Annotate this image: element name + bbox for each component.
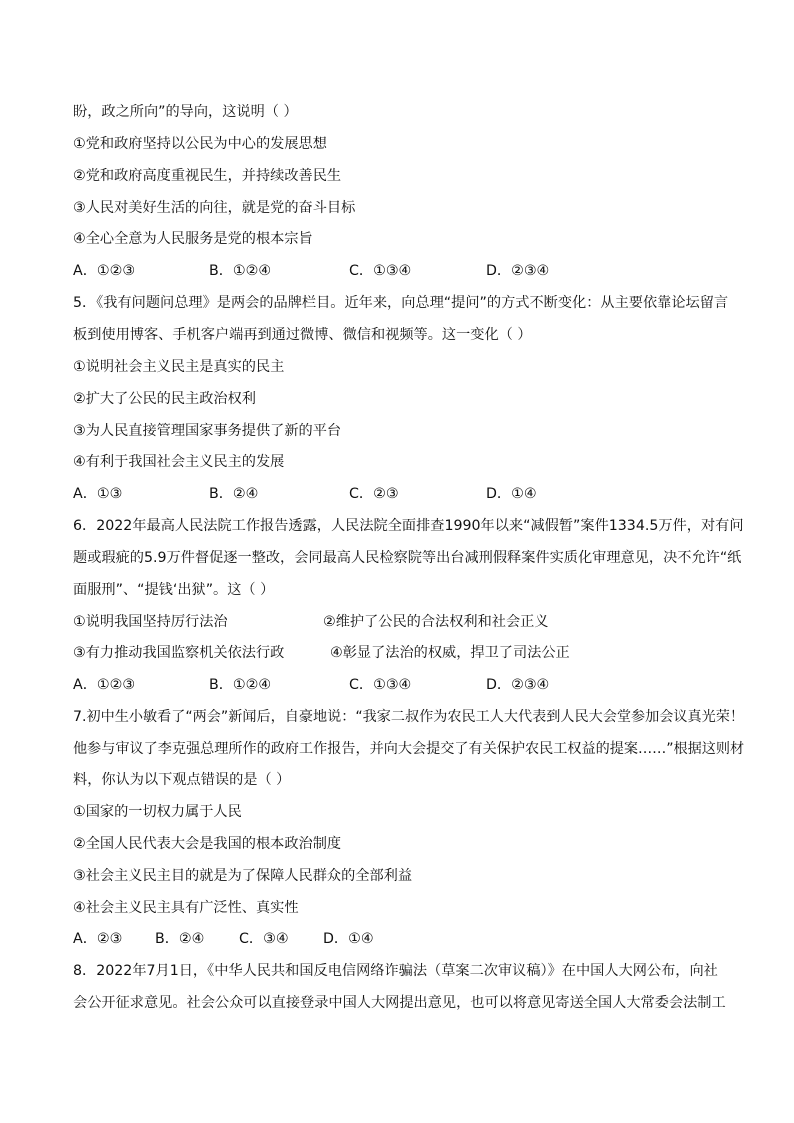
q6-stem-line-2: 题或瑕疵的5.9万件督促逐一整改，会同最高人民检察院等出台减刑假释案件实质化审理意见，决不允许“纸 — [73, 550, 742, 566]
q7-stem-line-3: 料，你认为以下观点错误的是（ ） — [73, 772, 291, 788]
q4-option-c: C．①③④ — [349, 263, 412, 279]
q8-stem-line-2: 会公开征求意见。社会公众可以直接登录中国人大网提出意见，也可以将意见寄送全国人大常委会法制工 — [73, 995, 726, 1011]
q7-item-2: ②全国人民代表大会是我国的根本政治制度 — [73, 836, 342, 852]
q6-option-b: B．①②④ — [209, 677, 272, 693]
q5-item-2: ②扩大了公民的民主政治权利 — [73, 391, 256, 407]
q8-stem-line-1: 8．2022年7月1日，《中华人民共和国反电信网络诈骗法（草案二次审议稿）》在中国人大网公布，向社 — [73, 963, 718, 979]
q5-item-4: ④有利于我国社会主义民主的发展 — [73, 454, 285, 470]
q5-item-1: ①说明社会主义民主是真实的民主 — [73, 359, 285, 375]
q5-option-c: C．②③ — [349, 486, 399, 502]
q7-option-d: D．①④ — [323, 931, 374, 947]
q4-item-3: ③人民对美好生活的向往，就是党的奋斗目标 — [73, 200, 356, 216]
q6-option-d: D．②③④ — [486, 677, 550, 693]
q7-stem-line-2: 他参与审议了李克强总理所作的政府工作报告，并向大会提交了有关保护农民工权益的提案……”根据这则材 — [73, 741, 745, 757]
q7-option-c: C．③④ — [239, 931, 289, 947]
q4-option-d: D．②③④ — [486, 263, 550, 279]
q4-option-a: A．①②③ — [73, 263, 136, 279]
q6-stem-line-1: 6．2022年最高人民法院工作报告透露，人民法院全面排查1990年以来“减假暂”案件1334.5万件，对有问 — [73, 518, 744, 534]
q6-stem-line-3: 面服刑”、“提钱‘出狱”。这（ ） — [73, 582, 275, 598]
q4-stem: 盼，政之所向”的导向，这说明（ ） — [73, 104, 298, 120]
q6-item-3: ③有力推动我国监察机关依法行政 — [73, 645, 285, 661]
q7-option-b: B．②④ — [155, 931, 205, 947]
q4-item-2: ②党和政府高度重视民生，并持续改善民生 — [73, 168, 342, 184]
q7-item-3: ③社会主义民主目的就是为了保障人民群众的全部利益 — [73, 868, 413, 884]
q6-item-4: ④彰显了法治的权威，捍卫了司法公正 — [330, 645, 570, 661]
q6-item-1: ①说明我国坚持厉行法治 — [73, 614, 228, 630]
q5-option-b: B．②④ — [209, 486, 259, 502]
q5-stem-line-1: 5．《我有问题问总理》是两会的品牌栏目。近年来，向总理“提问”的方式不断变化：从主要依靠论坛留言 — [73, 295, 729, 311]
q4-option-b: B．①②④ — [209, 263, 272, 279]
q4-item-1: ①党和政府坚持以公民为中心的发展思想 — [73, 136, 327, 152]
q4-item-4: ④全心全意为人民服务是党的根本宗旨 — [73, 231, 313, 247]
q6-option-c: C．①③④ — [349, 677, 412, 693]
q6-item-2: ②维护了公民的合法权利和社会正义 — [323, 614, 549, 630]
q5-item-3: ③为人民直接管理国家事务提供了新的平台 — [73, 423, 342, 439]
q7-stem-line-1: 7.初中生小敏看了“两会”新闻后，自豪地说：“我家二叔作为农民工人大代表到人民大会堂参加会议真光荣！ — [73, 709, 744, 725]
q5-option-a: A．①③ — [73, 486, 123, 502]
q5-option-d: D．①④ — [486, 486, 537, 502]
q6-option-a: A．①②③ — [73, 677, 136, 693]
q5-stem-line-2: 板到使用博客、手机客户端再到通过微博、微信和视频等。这一变化（ ） — [73, 327, 532, 343]
q7-item-1: ①国家的一切权力属于人民 — [73, 804, 242, 820]
q7-item-4: ④社会主义民主具有广泛性、真实性 — [73, 900, 299, 916]
q7-option-a: A．②③ — [73, 931, 123, 947]
